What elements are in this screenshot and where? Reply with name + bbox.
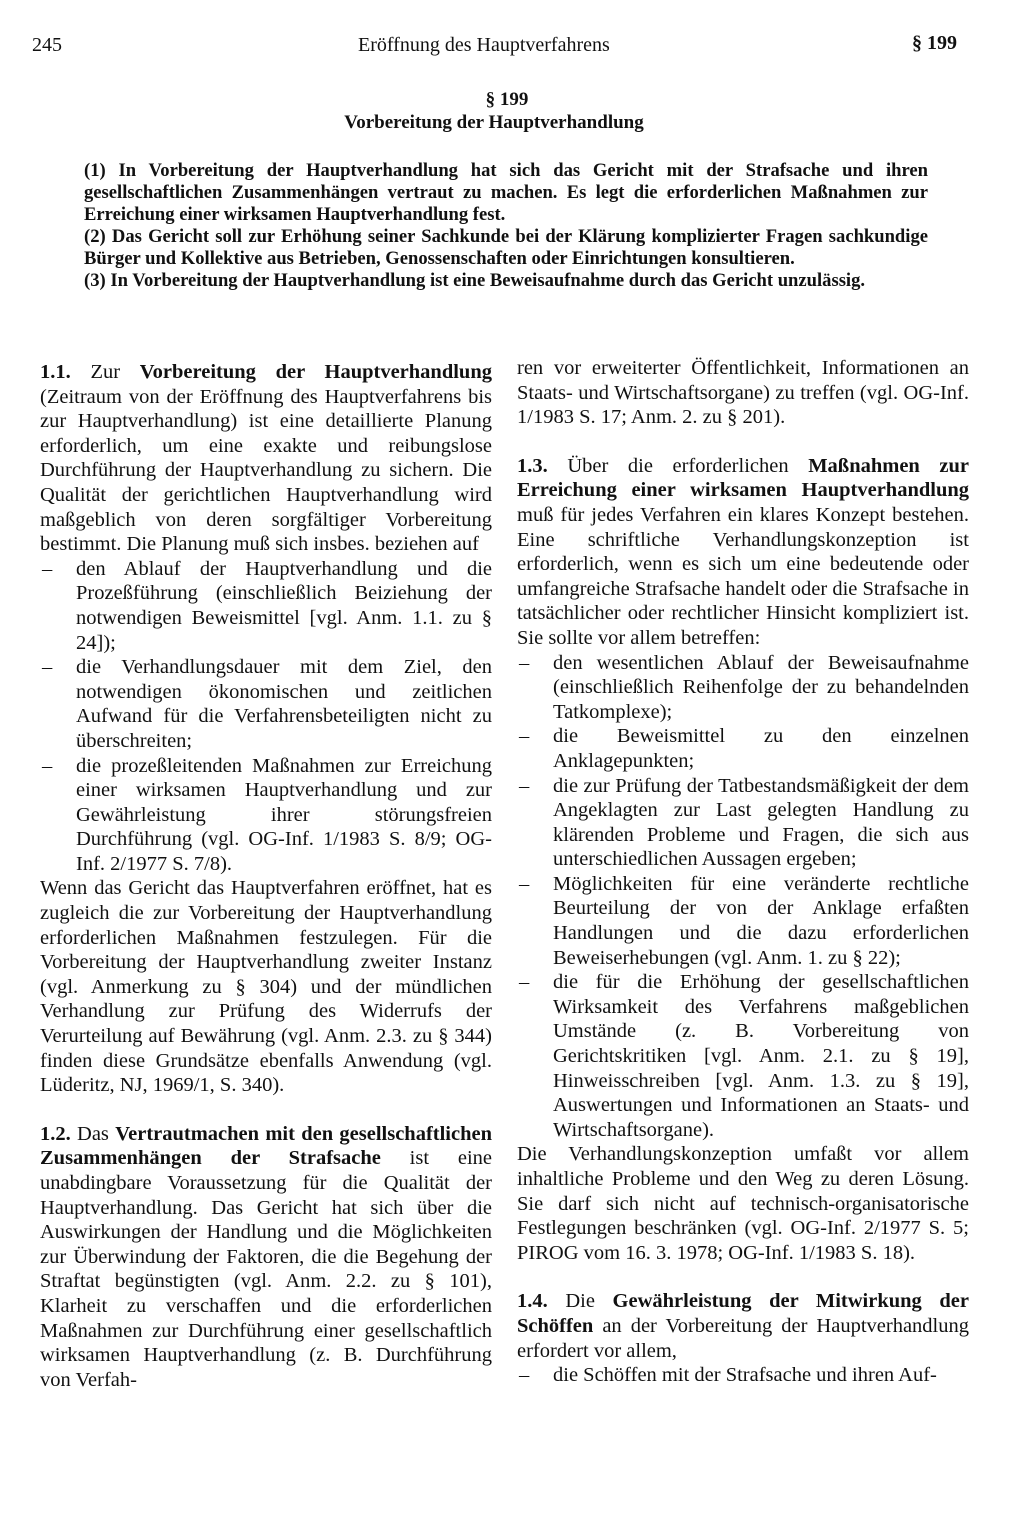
commentary-text: Die	[547, 1290, 613, 1313]
section-title: Vorbereitung der Hauptverhandlung	[344, 112, 644, 133]
section-number: § 199	[485, 89, 529, 110]
commentary-keyword: Gewährleistung der Mitwirkung der Schöffen	[517, 1290, 969, 1337]
commentary-1-3	[517, 454, 969, 651]
commentary-1-1	[40, 360, 492, 557]
commentary-number: 1.3.	[517, 454, 548, 477]
commentary-1-1-conclusion: Wenn das Gericht das Hauptverfahren eröffnet, hat es zugleich die zur Vorbereitung der Hauptverhandlung erforderlichen Maßnahmen festzulegen. Für die Vorbereitung der Hauptverhandlung zweiter Instanz (vgl. Anmerkung zu § 304) und der mündlichen Verhandlung zur Prüfung des Widerrufs der Verurteilung auf Bewährung (vgl. Anm. 2.3. zu § 344) finden diese Grundsätze ebenfalls Anwendung (vgl. Lüderitz, NJ, 1969/1, S. 340).	[40, 877, 492, 1097]
running-header	[0, 34, 1024, 64]
list-item: – die Beweismittel zu den einzelnen Anklagepunkten;	[517, 724, 969, 773]
list-item: – die Verhandlungsdauer mit dem Ziel, den notwendigen ökonomischen und zeitlichen Aufwand für die Verfahrensbeteiligten nicht zu überschreiten;	[40, 655, 492, 753]
commentary-number: 1.2.	[40, 1122, 71, 1145]
commentary-text: (Zeitraum von der Eröffnung des Hauptverfahrens bis zur Hauptverhandlung) ist eine detaillierte Planung erforderlich, um eine exakte und reibungslose Durchführung der Hauptverhandlung zu sichern. Die Qualität der gerichtlichen Hauptverhandlung wird maßgeblich von deren sorgfältiger Vorbereitung bestimmt. Die Planung muß sich insbes. beziehen auf	[40, 385, 492, 556]
commentary-1-3-conclusion: Die Verhandlungskonzeption umfaßt vor allem inhaltliche Probleme und den Weg zu deren Lösung. Sie darf sich nicht auf technisch-organisatorische Festlegungen beschränken (vgl. OG-Inf. 2/1977 S. 5; PIROG vom 16. 3. 1978; OG-Inf. 1/1983 S. 18).	[517, 1143, 969, 1264]
commentary-1-2	[40, 1122, 492, 1393]
statute-paragraph-3: (3) In Vorbereitung der Hauptverhandlung ist eine Beweisaufnahme durch das Gericht unzulässig.	[84, 270, 866, 291]
commentary-text: Über die erforderlichen	[547, 454, 809, 477]
commentary-number: 1.4.	[517, 1290, 548, 1313]
list-item: – die zur Prüfung der Tatbestandsmäßigkeit der dem Angeklagten zur Last gelegten Handlung zu klärenden Probleme und Fragen, die sich aus unterschiedlichen Aussagen ergeben;	[517, 774, 969, 872]
commentary-keyword: Vorbereitung der Hauptverhandlung	[139, 361, 492, 383]
commentary-text: an der Vorbereitung der Hauptverhandlung erfordert vor allem,	[517, 1314, 969, 1362]
statute-paragraph-2: (2) Das Gericht soll zur Erhöhung seiner Sachkunde bei der Klärung komplizierter Fragen sachkundige Bürger und Kollektive aus Betrieben, Genossenschaften oder Einrichtungen konsultieren.	[84, 226, 928, 269]
commentary-1-2-continuation: ren vor erweiterter Öffentlichkeit, Informationen an Staats- und Wirtschaftsorgane) zu treffen (vgl. OG-Inf. 1/1983 S. 17; Anm. 2. zu § 201).	[517, 357, 969, 429]
commentary-keyword: Vertrautmachen mit den gesellschaftlichen Zusammenhängen der Strafsache	[40, 1122, 492, 1170]
list-item: – den Ablauf der Hauptverhandlung und die Prozeßführung (einschließlich Beiziehung der notwendigen Beweismittel [vgl. Anm. 1.1. zu § 24]);	[40, 557, 492, 655]
list-item: – den wesentlichen Ablauf der Beweisaufnahme (einschließlich Reihenfolge der zu behandelnden Tatkomplexe);	[517, 651, 969, 725]
commentary-number: 1.1.	[40, 361, 71, 383]
commentary-text: ist eine unabdingbare Voraussetzung für die Qualität der Hauptverhandlung. Das Gericht hat sich über die Auswirkungen der Handlung und die Möglichkeiten zur Überwindung der Faktoren, die die Begehung der Straftat begünstigten (vgl. Anm. 2.2. zu § 101), Klarheit zu verschaffen und die erforderlichen Maßnahmen zur Durchführung einer gesellschaftlich wirksamen Hauptverhandlung (z. B. Durchführung von Verfah-	[40, 1147, 493, 1391]
running-title: Eröffnung des Hauptverfahrens	[358, 34, 610, 56]
commentary-text: Zur	[70, 361, 140, 383]
right-column	[517, 356, 969, 1388]
statute-text	[84, 160, 928, 292]
left-column	[40, 360, 492, 1392]
commentary-text: Das	[70, 1122, 116, 1145]
list-item: – die Schöffen mit der Strafsache und ihren Auf-	[517, 1363, 969, 1388]
list-item: – die für die Erhöhung der gesellschaftlichen Wirksamkeit des Verfahrens maßgeblichen Umstände (z. B. Vorbereitung von Gerichtskritiken [vgl. Anm. 2.1. zu § 19], Hinweisschreiben [vgl. Anm. 1.3. zu § 19], Auswertungen und Informationen an Staats- und Wirtschaftsorgane).	[517, 970, 969, 1142]
header-section-ref: § 199	[912, 32, 957, 54]
page-number: 245	[32, 34, 62, 56]
statute-paragraph-1: (1) In Vorbereitung der Hauptverhandlung hat sich das Gericht mit der Strafsache und ihren gesellschaftlichen Zusammenhängen vertraut zu machen. Es legt die erforderlichen Maßnahmen zur Erreichung einer wirksamen Hauptverhandlung fest.	[84, 160, 928, 225]
list-item: – Möglichkeiten für eine veränderte rechtliche Beurteilung der von der Anklage erfaßten Handlungen und die dazu erforderlichen Beweiserhebungen (vgl. Anm. 1. zu § 22);	[517, 872, 969, 970]
list-item: – die prozeßleitenden Maßnahmen zur Erreichung einer wirksamen Hauptverhandlung und zur Gewährleistung ihrer störungsfreien Durchführung (vgl. OG-Inf. 1/1983 S. 8/9; OG-Inf. 2/1977 S. 7/8).	[40, 754, 492, 877]
commentary-text: muß für jedes Verfahren ein klares Konzept bestehen. Eine schriftliche Verhandlungskonzeption ist erforderlich, wenn es sich um eine bedeutende oder umfangreiche Strafsache handelt oder die Strafsache in tatsächlicher oder rechtlicher Hinsicht kompliziert ist. Sie sollte vor allem betreffen:	[517, 503, 969, 649]
commentary-keyword: Maßnahmen zur Erreichung einer wirksamen Hauptverhandlung	[517, 454, 969, 502]
commentary-1-4	[517, 1289, 969, 1363]
